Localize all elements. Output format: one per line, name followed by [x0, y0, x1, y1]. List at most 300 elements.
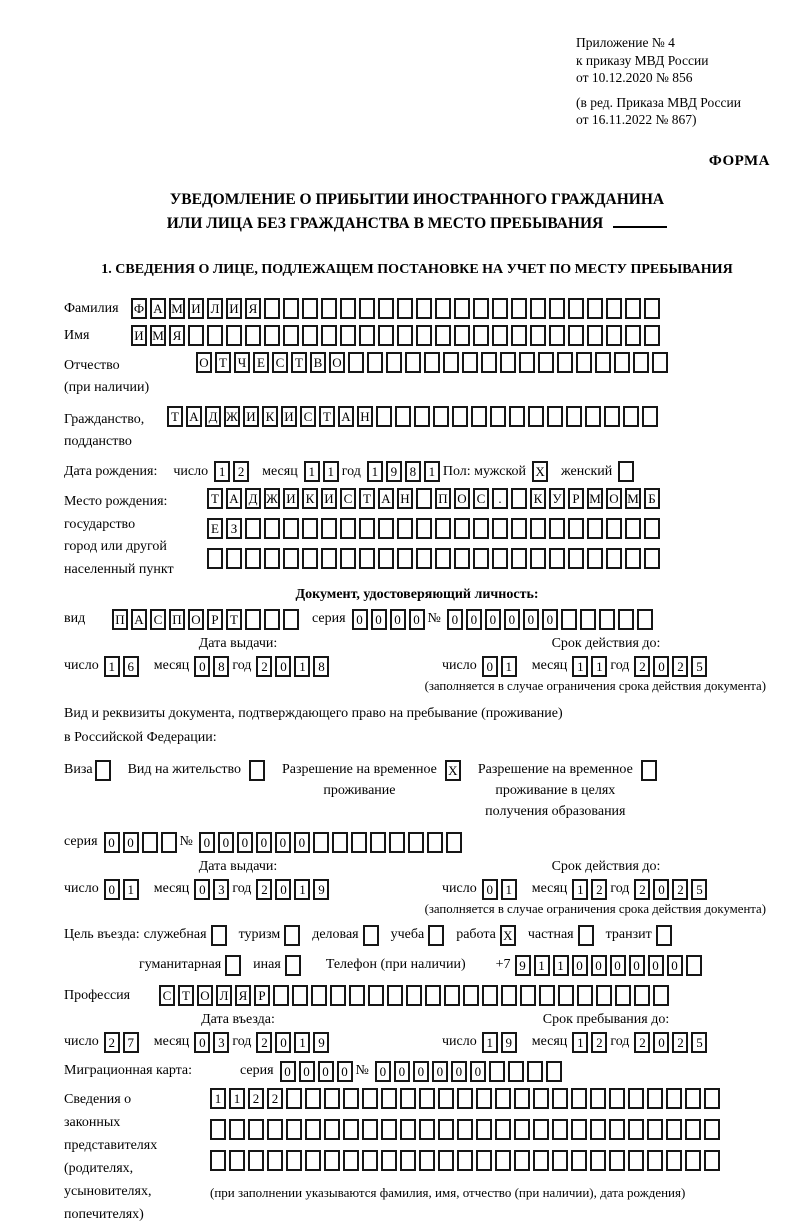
char-cell[interactable]	[245, 548, 261, 569]
char-cell[interactable]	[324, 1119, 340, 1140]
char-cell[interactable]: 1	[323, 461, 339, 482]
char-cell[interactable]	[500, 352, 516, 373]
char-cell[interactable]	[381, 1088, 397, 1109]
char-cell[interactable]	[397, 298, 413, 319]
char-cell[interactable]: 2	[233, 461, 249, 482]
char-cell[interactable]: Я	[235, 985, 251, 1006]
char-cell[interactable]	[444, 985, 460, 1006]
char-cell[interactable]	[666, 1150, 682, 1171]
char-cell[interactable]: 2	[104, 1032, 120, 1053]
char-cell[interactable]	[623, 406, 639, 427]
char-cell[interactable]: Ж	[264, 488, 280, 509]
char-cell[interactable]: П	[169, 609, 185, 630]
char-cell[interactable]	[433, 406, 449, 427]
char-cell[interactable]	[571, 1088, 587, 1109]
char-cell[interactable]: 0	[275, 879, 291, 900]
char-cell[interactable]	[625, 298, 641, 319]
char-cell[interactable]: А	[131, 609, 147, 630]
char-cell[interactable]	[511, 488, 527, 509]
char-cell[interactable]: Л	[207, 298, 223, 319]
char-cell[interactable]	[435, 548, 451, 569]
char-cell[interactable]	[571, 1150, 587, 1171]
char-cell[interactable]	[340, 325, 356, 346]
char-cell[interactable]	[508, 1061, 524, 1082]
char-cell[interactable]: 2	[634, 879, 650, 900]
char-cell[interactable]	[229, 1119, 245, 1140]
char-cell[interactable]	[424, 352, 440, 373]
char-cell[interactable]: 0	[629, 955, 645, 976]
char-cell[interactable]	[568, 518, 584, 539]
char-cell[interactable]	[457, 1088, 473, 1109]
char-cell[interactable]	[283, 325, 299, 346]
char-cell[interactable]	[641, 760, 657, 781]
char-cell[interactable]	[340, 298, 356, 319]
opt-business-checkbox[interactable]	[211, 925, 230, 946]
char-cell[interactable]	[476, 1150, 492, 1171]
char-cell[interactable]	[530, 325, 546, 346]
char-cell[interactable]	[614, 352, 630, 373]
char-cell[interactable]	[625, 325, 641, 346]
char-cell[interactable]: 0	[653, 656, 669, 677]
char-cell[interactable]	[685, 1119, 701, 1140]
char-cell[interactable]	[397, 325, 413, 346]
char-cell[interactable]	[359, 298, 375, 319]
char-cell[interactable]	[530, 518, 546, 539]
char-cell[interactable]	[462, 352, 478, 373]
phone-cells[interactable]	[515, 955, 705, 976]
char-cell[interactable]: 0	[504, 609, 520, 630]
char-cell[interactable]	[533, 1088, 549, 1109]
char-cell[interactable]	[284, 925, 300, 946]
char-cell[interactable]: Е	[207, 518, 223, 539]
char-cell[interactable]: Т	[178, 985, 194, 1006]
char-cell[interactable]	[264, 609, 280, 630]
char-cell[interactable]: Я	[245, 298, 261, 319]
char-cell[interactable]: 2	[256, 1032, 272, 1053]
char-cell[interactable]	[473, 518, 489, 539]
char-cell[interactable]	[414, 406, 430, 427]
char-cell[interactable]: 0	[390, 609, 406, 630]
char-cell[interactable]: 0	[194, 1032, 210, 1053]
char-cell[interactable]	[397, 548, 413, 569]
char-cell[interactable]	[492, 298, 508, 319]
char-cell[interactable]	[425, 985, 441, 1006]
char-cell[interactable]	[273, 985, 289, 1006]
char-cell[interactable]	[585, 406, 601, 427]
char-cell[interactable]: 1	[591, 656, 607, 677]
char-cell[interactable]: 0	[447, 609, 463, 630]
char-cell[interactable]	[576, 352, 592, 373]
char-cell[interactable]	[313, 832, 329, 853]
char-cell[interactable]: 5	[691, 656, 707, 677]
char-cell[interactable]: X	[532, 461, 548, 482]
char-cell[interactable]: А	[338, 406, 354, 427]
char-cell[interactable]: Л	[216, 985, 232, 1006]
char-cell[interactable]: X	[500, 925, 516, 946]
char-cell[interactable]	[511, 548, 527, 569]
char-cell[interactable]	[419, 1119, 435, 1140]
char-cell[interactable]: Н	[357, 406, 373, 427]
char-cell[interactable]: Ф	[131, 298, 147, 319]
char-cell[interactable]: 0	[648, 955, 664, 976]
char-cell[interactable]: 0	[123, 832, 139, 853]
char-cell[interactable]: С	[300, 406, 316, 427]
char-cell[interactable]: И	[188, 298, 204, 319]
char-cell[interactable]	[637, 609, 653, 630]
char-cell[interactable]: 2	[267, 1088, 283, 1109]
char-cell[interactable]	[647, 1119, 663, 1140]
char-cell[interactable]	[604, 406, 620, 427]
char-cell[interactable]: 0	[485, 609, 501, 630]
char-cell[interactable]: 1	[482, 1032, 498, 1053]
opt-transit-checkbox[interactable]	[656, 925, 675, 946]
char-cell[interactable]	[596, 985, 612, 1006]
char-cell[interactable]	[207, 325, 223, 346]
char-cell[interactable]	[225, 955, 241, 976]
char-cell[interactable]: 7	[123, 1032, 139, 1053]
char-cell[interactable]: 3	[213, 879, 229, 900]
char-cell[interactable]	[642, 406, 658, 427]
char-cell[interactable]: Т	[226, 609, 242, 630]
char-cell[interactable]: 1	[572, 656, 588, 677]
char-cell[interactable]	[419, 1088, 435, 1109]
char-cell[interactable]: 0	[470, 1061, 486, 1082]
char-cell[interactable]	[490, 406, 506, 427]
char-cell[interactable]: Б	[644, 488, 660, 509]
char-cell[interactable]	[492, 518, 508, 539]
char-cell[interactable]	[527, 1061, 543, 1082]
char-cell[interactable]	[492, 325, 508, 346]
char-cell[interactable]: Т	[215, 352, 231, 373]
char-cell[interactable]	[302, 298, 318, 319]
char-cell[interactable]	[587, 518, 603, 539]
char-cell[interactable]: Р	[254, 985, 270, 1006]
char-cell[interactable]	[454, 548, 470, 569]
char-cell[interactable]	[644, 325, 660, 346]
char-cell[interactable]	[644, 298, 660, 319]
char-cell[interactable]	[378, 325, 394, 346]
char-cell[interactable]: С	[473, 488, 489, 509]
char-cell[interactable]	[606, 298, 622, 319]
char-cell[interactable]	[476, 1088, 492, 1109]
opt-humanitarian-checkbox[interactable]	[225, 955, 244, 976]
char-cell[interactable]	[533, 1119, 549, 1140]
char-cell[interactable]	[454, 325, 470, 346]
char-cell[interactable]: 2	[672, 656, 688, 677]
char-cell[interactable]	[514, 1119, 530, 1140]
char-cell[interactable]	[340, 548, 356, 569]
char-cell[interactable]: 2	[672, 1032, 688, 1053]
char-cell[interactable]: 1	[534, 955, 550, 976]
char-cell[interactable]: 1	[572, 1032, 588, 1053]
char-cell[interactable]	[428, 925, 444, 946]
char-cell[interactable]: 0	[275, 832, 291, 853]
char-cell[interactable]	[283, 298, 299, 319]
char-cell[interactable]	[514, 1150, 530, 1171]
char-cell[interactable]	[400, 1150, 416, 1171]
char-cell[interactable]	[481, 352, 497, 373]
char-cell[interactable]	[302, 325, 318, 346]
char-cell[interactable]	[419, 1150, 435, 1171]
char-cell[interactable]	[359, 548, 375, 569]
char-cell[interactable]: Т	[291, 352, 307, 373]
char-cell[interactable]	[595, 352, 611, 373]
char-cell[interactable]: 0	[409, 609, 425, 630]
char-cell[interactable]: 0	[256, 832, 272, 853]
char-cell[interactable]	[283, 548, 299, 569]
char-cell[interactable]	[226, 325, 242, 346]
char-cell[interactable]: 1	[424, 461, 440, 482]
char-cell[interactable]: 8	[313, 656, 329, 677]
char-cell[interactable]	[476, 1119, 492, 1140]
char-cell[interactable]	[644, 548, 660, 569]
char-cell[interactable]	[376, 406, 392, 427]
char-cell[interactable]	[367, 352, 383, 373]
char-cell[interactable]	[210, 1119, 226, 1140]
char-cell[interactable]: 0	[199, 832, 215, 853]
char-cell[interactable]: А	[186, 406, 202, 427]
char-cell[interactable]: 3	[213, 1032, 229, 1053]
char-cell[interactable]	[302, 548, 318, 569]
char-cell[interactable]	[495, 1088, 511, 1109]
char-cell[interactable]: 2	[672, 879, 688, 900]
char-cell[interactable]: Р	[568, 488, 584, 509]
char-cell[interactable]: Д	[245, 488, 261, 509]
sex-male-checkbox[interactable]	[532, 461, 551, 482]
char-cell[interactable]	[343, 1119, 359, 1140]
char-cell[interactable]	[438, 1088, 454, 1109]
char-cell[interactable]	[685, 1150, 701, 1171]
char-cell[interactable]: 0	[280, 1061, 296, 1082]
char-cell[interactable]	[454, 518, 470, 539]
char-cell[interactable]	[95, 760, 111, 781]
char-cell[interactable]	[368, 985, 384, 1006]
char-cell[interactable]	[549, 298, 565, 319]
char-cell[interactable]: 1	[304, 461, 320, 482]
char-cell[interactable]	[528, 406, 544, 427]
char-cell[interactable]: 0	[667, 955, 683, 976]
char-cell[interactable]	[286, 1088, 302, 1109]
char-cell[interactable]	[405, 352, 421, 373]
char-cell[interactable]	[210, 1150, 226, 1171]
char-cell[interactable]: О	[197, 985, 213, 1006]
char-cell[interactable]	[501, 985, 517, 1006]
char-cell[interactable]	[452, 406, 468, 427]
char-cell[interactable]: 1	[553, 955, 569, 976]
char-cell[interactable]	[324, 1150, 340, 1171]
char-cell[interactable]: 8	[213, 656, 229, 677]
char-cell[interactable]	[492, 548, 508, 569]
char-cell[interactable]	[406, 985, 422, 1006]
char-cell[interactable]	[520, 985, 536, 1006]
char-cell[interactable]	[321, 298, 337, 319]
char-cell[interactable]: Е	[253, 352, 269, 373]
char-cell[interactable]: 1	[367, 461, 383, 482]
char-cell[interactable]	[416, 518, 432, 539]
char-cell[interactable]	[568, 548, 584, 569]
char-cell[interactable]	[618, 461, 634, 482]
char-cell[interactable]	[482, 985, 498, 1006]
char-cell[interactable]	[519, 352, 535, 373]
char-cell[interactable]	[245, 325, 261, 346]
char-cell[interactable]	[387, 985, 403, 1006]
char-cell[interactable]	[378, 298, 394, 319]
char-cell[interactable]: 1	[210, 1088, 226, 1109]
char-cell[interactable]	[568, 325, 584, 346]
char-cell[interactable]	[653, 985, 669, 1006]
char-cell[interactable]: 0	[482, 879, 498, 900]
char-cell[interactable]: 2	[256, 656, 272, 677]
residence-permit-checkbox[interactable]	[249, 759, 268, 781]
char-cell[interactable]	[340, 518, 356, 539]
char-cell[interactable]	[587, 325, 603, 346]
char-cell[interactable]: 9	[313, 1032, 329, 1053]
char-cell[interactable]: 0	[451, 1061, 467, 1082]
char-cell[interactable]: 0	[572, 955, 588, 976]
char-cell[interactable]	[362, 1119, 378, 1140]
char-cell[interactable]: 1	[104, 656, 120, 677]
char-cell[interactable]: Т	[167, 406, 183, 427]
char-cell[interactable]	[495, 1119, 511, 1140]
char-cell[interactable]	[686, 955, 702, 976]
char-cell[interactable]: X	[445, 760, 461, 781]
char-cell[interactable]: А	[150, 298, 166, 319]
char-cell[interactable]: И	[321, 488, 337, 509]
char-cell[interactable]	[457, 1119, 473, 1140]
char-cell[interactable]: 5	[691, 1032, 707, 1053]
char-cell[interactable]: М	[150, 325, 166, 346]
char-cell[interactable]: Т	[359, 488, 375, 509]
char-cell[interactable]: 9	[515, 955, 531, 976]
char-cell[interactable]	[416, 488, 432, 509]
opt-private-checkbox[interactable]	[578, 925, 597, 946]
char-cell[interactable]: 0	[413, 1061, 429, 1082]
char-cell[interactable]: И	[131, 325, 147, 346]
char-cell[interactable]: 2	[591, 879, 607, 900]
char-cell[interactable]: 1	[294, 1032, 310, 1053]
char-cell[interactable]: 0	[466, 609, 482, 630]
char-cell[interactable]	[606, 325, 622, 346]
char-cell[interactable]	[628, 1150, 644, 1171]
char-cell[interactable]: 0	[104, 879, 120, 900]
char-cell[interactable]: 1	[229, 1088, 245, 1109]
char-cell[interactable]	[578, 925, 594, 946]
char-cell[interactable]: В	[310, 352, 326, 373]
char-cell[interactable]	[633, 352, 649, 373]
char-cell[interactable]	[443, 352, 459, 373]
char-cell[interactable]	[348, 352, 364, 373]
char-cell[interactable]	[416, 325, 432, 346]
char-cell[interactable]	[400, 1119, 416, 1140]
char-cell[interactable]	[666, 1119, 682, 1140]
visa-checkbox[interactable]	[95, 759, 114, 781]
char-cell[interactable]	[547, 406, 563, 427]
char-cell[interactable]	[549, 518, 565, 539]
char-cell[interactable]: 2	[634, 1032, 650, 1053]
char-cell[interactable]	[416, 548, 432, 569]
char-cell[interactable]	[618, 609, 634, 630]
char-cell[interactable]	[381, 1119, 397, 1140]
char-cell[interactable]	[628, 1088, 644, 1109]
char-cell[interactable]	[538, 352, 554, 373]
char-cell[interactable]	[305, 1088, 321, 1109]
char-cell[interactable]	[457, 1150, 473, 1171]
char-cell[interactable]: И	[283, 488, 299, 509]
char-cell[interactable]	[473, 548, 489, 569]
char-cell[interactable]: 0	[104, 832, 120, 853]
char-cell[interactable]	[435, 518, 451, 539]
char-cell[interactable]: 0	[218, 832, 234, 853]
char-cell[interactable]: Р	[207, 609, 223, 630]
char-cell[interactable]: И	[226, 298, 242, 319]
char-cell[interactable]	[245, 609, 261, 630]
char-cell[interactable]: Т	[207, 488, 223, 509]
char-cell[interactable]: 0	[318, 1061, 334, 1082]
char-cell[interactable]	[351, 832, 367, 853]
char-cell[interactable]	[590, 1150, 606, 1171]
char-cell[interactable]: 0	[294, 832, 310, 853]
char-cell[interactable]	[549, 325, 565, 346]
char-cell[interactable]: 0	[523, 609, 539, 630]
char-cell[interactable]	[587, 298, 603, 319]
char-cell[interactable]: 9	[501, 1032, 517, 1053]
char-cell[interactable]: 1	[501, 656, 517, 677]
char-cell[interactable]	[226, 548, 242, 569]
char-cell[interactable]	[590, 1088, 606, 1109]
char-cell[interactable]	[321, 518, 337, 539]
char-cell[interactable]	[647, 1150, 663, 1171]
char-cell[interactable]	[577, 985, 593, 1006]
char-cell[interactable]: О	[606, 488, 622, 509]
char-cell[interactable]	[530, 548, 546, 569]
char-cell[interactable]	[229, 1150, 245, 1171]
char-cell[interactable]	[330, 985, 346, 1006]
char-cell[interactable]: 1	[572, 879, 588, 900]
char-cell[interactable]	[283, 518, 299, 539]
char-cell[interactable]: 8	[405, 461, 421, 482]
char-cell[interactable]	[625, 548, 641, 569]
char-cell[interactable]	[249, 760, 265, 781]
char-cell[interactable]	[389, 832, 405, 853]
char-cell[interactable]	[609, 1088, 625, 1109]
char-cell[interactable]	[332, 832, 348, 853]
char-cell[interactable]: 2	[634, 656, 650, 677]
char-cell[interactable]	[285, 955, 301, 976]
char-cell[interactable]	[533, 1150, 549, 1171]
char-cell[interactable]	[530, 298, 546, 319]
char-cell[interactable]: У	[549, 488, 565, 509]
char-cell[interactable]	[286, 1150, 302, 1171]
char-cell[interactable]	[362, 1150, 378, 1171]
char-cell[interactable]: З	[226, 518, 242, 539]
char-cell[interactable]	[359, 518, 375, 539]
opt-study-checkbox[interactable]	[428, 925, 447, 946]
char-cell[interactable]	[704, 1119, 720, 1140]
char-cell[interactable]	[207, 548, 223, 569]
char-cell[interactable]	[704, 1088, 720, 1109]
char-cell[interactable]	[305, 1150, 321, 1171]
opt-work-checkbox[interactable]	[500, 925, 519, 946]
char-cell[interactable]: М	[587, 488, 603, 509]
char-cell[interactable]: 1	[214, 461, 230, 482]
char-cell[interactable]: .	[492, 488, 508, 509]
char-cell[interactable]	[264, 325, 280, 346]
char-cell[interactable]	[283, 609, 299, 630]
char-cell[interactable]	[446, 832, 462, 853]
char-cell[interactable]	[568, 298, 584, 319]
char-cell[interactable]: М	[169, 298, 185, 319]
char-cell[interactable]: 6	[123, 656, 139, 677]
